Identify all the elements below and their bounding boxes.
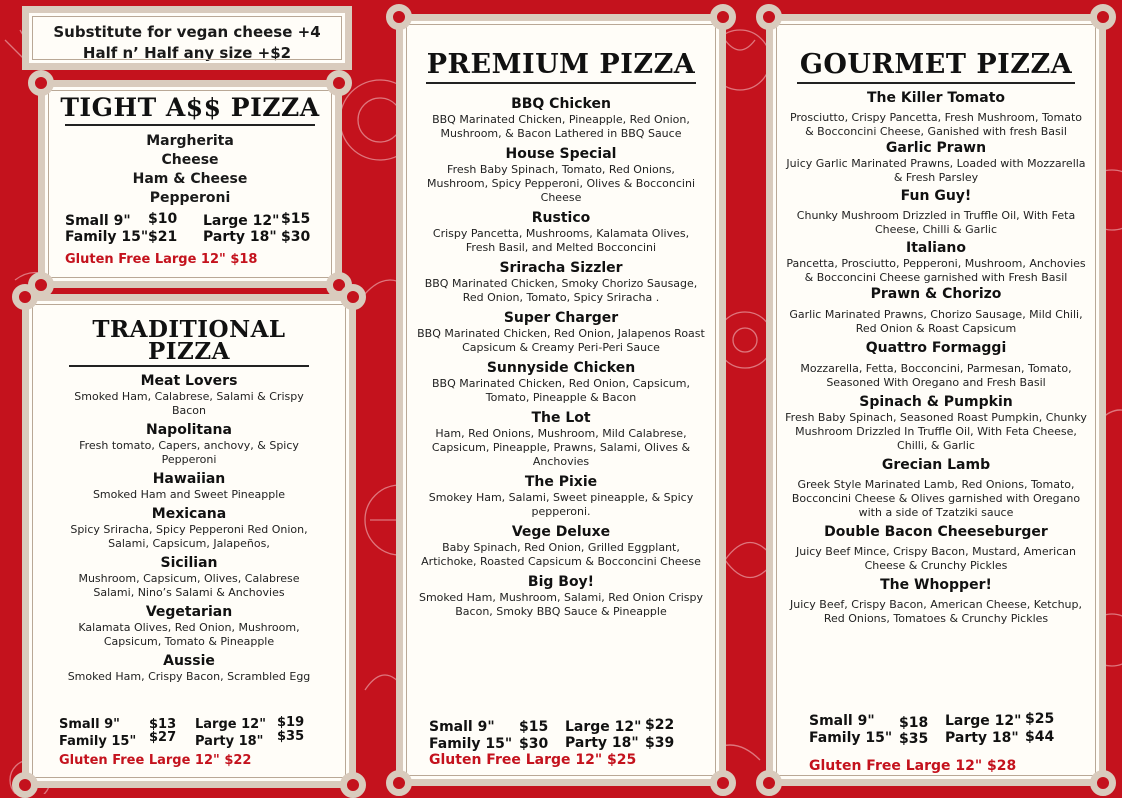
item-name: Aussie [163, 653, 215, 669]
item-description: Smoked Ham, Calabrese, Salami & Crispy Bacon [74, 390, 304, 417]
item-name: Sriracha Sizzler [499, 260, 623, 276]
price-label-small: Small 9" [65, 213, 131, 229]
item-description: BBQ Marinated Chicken, Pineapple, Red Onion, Mushroom, & Bacon Lathered in BBQ Sauce [432, 113, 690, 140]
gourmet-pizza-title: GOURMET PIZZA [799, 49, 1073, 80]
premium-pizza-panel [396, 14, 726, 786]
item-description: Baby Spinach, Red Onion, Grilled Eggplant, Artichoke, Roasted Capsicum & Bocconcini Cheese [421, 541, 701, 568]
item-description: Juicy Garlic Marinated Prawns, Loaded with Mozzarella & Fresh Parsley [786, 157, 1086, 184]
price-value-small: $10 [148, 211, 178, 227]
item-description: Crispy Pancetta, Mushrooms, Kalamata Olives, Fresh Basil, and Melted Bocconcini [432, 227, 690, 254]
item-description: Fresh Baby Spinach, Seasoned Roast Pumpkin, Chunky Mushroom Drizzled In Truffle Oil, With Feta Cheese, Chilli, & Garlic [785, 411, 1087, 452]
price-label-family: Family 15" [65, 229, 149, 245]
menu-item [59, 422, 319, 467]
gourmet-price-grid [809, 713, 1089, 749]
item-name: Rustico [531, 210, 591, 226]
menu-item [59, 471, 319, 502]
title-underline [426, 82, 696, 84]
price-value-large: $22 [645, 717, 675, 733]
tight-pizza-title: TIGHT A$$ PIZZA [60, 93, 320, 122]
notice-line-vegan: Substitute for vegan cheese +4 [53, 23, 321, 41]
item-name: Italiano [906, 240, 966, 256]
corner-notch [756, 770, 782, 796]
menu-item [417, 96, 705, 141]
menu-item [417, 260, 705, 305]
menu-item [59, 506, 319, 551]
title-underline [65, 124, 315, 126]
corner-notch [340, 772, 366, 798]
item-name: Garlic Prawn [885, 140, 987, 156]
item-name: The Lot [531, 410, 591, 426]
price-value-party: $39 [645, 735, 675, 751]
gluten-free-price: Gluten Free Large 12" $25 [429, 752, 637, 768]
gourmet-pizza-panel [766, 14, 1106, 786]
corner-notch [1090, 4, 1116, 30]
menu-item [785, 188, 1087, 237]
gluten-free-price: Gluten Free Large 12" $28 [809, 758, 1017, 774]
item-description: Chunky Mushroom Drizzled in Truffle Oil, With Feta Cheese, Chilli & Garlic [796, 209, 1076, 236]
corner-notch [1090, 770, 1116, 796]
menu-item [59, 653, 319, 684]
item-name: The Whopper! [880, 577, 992, 593]
price-label-small: Small 9" [429, 719, 495, 735]
item-name: Spinach & Pumpkin [859, 394, 1013, 410]
menu-item [417, 574, 705, 619]
item-description: Mozzarella, Fetta, Bocconcini, Parmesan, Tomato, Seasoned With Oregano and Fresh Basil [800, 362, 1072, 389]
title-underline [69, 365, 309, 367]
price-value-party: $35 [277, 729, 305, 744]
item-description: Juicy Beef Mince, Crispy Bacon, Mustard, American Cheese & Crunchy Pickles [795, 545, 1076, 572]
item-description: Smoked Ham, Mushroom, Salami, Red Onion Crispy Bacon, Smoky BBQ Sauce & Pineapple [418, 591, 704, 618]
item-description: Mushroom, Capsicum, Olives, Calabrese Salami, Nino’s Salami & Anchovies [78, 572, 300, 599]
traditional-title-line1: TRADITIONAL [92, 316, 286, 343]
traditional-pizza-panel [22, 294, 356, 788]
item-description: Kalamata Olives, Red Onion, Mushroom, Capsicum, Tomato & Pineapple [78, 621, 300, 648]
menu-item [59, 604, 319, 649]
price-label-family: Family 15" [429, 736, 513, 752]
item-description: Juicy Beef, Crispy Bacon, American Cheese, Ketchup, Red Onions, Tomatoes & Crunchy Pickles [789, 598, 1083, 625]
item-name: The Pixie [524, 474, 598, 490]
price-label-party: Party 18" [945, 730, 1019, 746]
price-value-party: $30 [281, 229, 311, 245]
menu-item [785, 457, 1087, 520]
price-label-party: Party 18" [565, 735, 639, 751]
traditional-price-grid [59, 717, 329, 753]
item-name: Hawaiian [152, 471, 226, 487]
price-label-family: Family 15" [59, 734, 137, 749]
price-label-party: Party 18" [195, 734, 264, 749]
title-underline [797, 82, 1075, 84]
price-label-small: Small 9" [809, 713, 875, 729]
item-description: Smoked Ham and Sweet Pineapple [92, 488, 286, 501]
item-name: Vege Deluxe [511, 524, 611, 540]
item-name: BBQ Chicken [511, 96, 611, 112]
item-description: BBQ Marinated Chicken, Smoky Chorizo Sausage, Red Onion, Tomato, Spicy Sriracha . [424, 277, 698, 304]
price-value-large: $15 [281, 211, 311, 227]
corner-notch [710, 4, 736, 30]
corner-notch [710, 770, 736, 796]
notice-line-half: Half n’ Half any size +$2 [82, 44, 292, 62]
menu-item [59, 373, 319, 418]
menu-item [417, 474, 705, 519]
corner-notch [340, 284, 366, 310]
price-label-family: Family 15" [809, 730, 893, 746]
item-description: Smokey Ham, Salami, Sweet pineapple, & Spicy pepperoni. [428, 491, 694, 518]
menu-item [417, 360, 705, 405]
price-label-large: Large 12" [195, 717, 266, 732]
item-name: Fun Guy! [900, 188, 972, 204]
menu-item [417, 524, 705, 569]
price-label-small: Small 9" [59, 717, 120, 732]
item-description: Fresh tomato, Capers, anchovy, & Spicy Pepperoni [79, 439, 299, 466]
price-value-family: $21 [148, 229, 178, 245]
price-value-large: $19 [277, 715, 305, 730]
corner-notch [28, 70, 54, 96]
item-name: The Killer Tomato [866, 90, 1006, 106]
corner-notch [326, 70, 352, 96]
price-value-small: $18 [899, 715, 929, 731]
corner-notch [386, 4, 412, 30]
menu-item [785, 240, 1087, 285]
gourmet-menu-list [773, 90, 1099, 626]
price-value-family: $30 [519, 736, 549, 752]
gluten-free-price: Gluten Free Large 12" $18 [65, 252, 258, 267]
menu-item [59, 555, 319, 600]
item-name: Sicilian [160, 555, 218, 571]
tight-pizza-panel [38, 80, 342, 288]
item-name: Big Boy! [527, 574, 595, 590]
item-description: Fresh Baby Spinach, Tomato, Red Onions, Mushroom, Spicy Pepperoni, Olives & Bocconcini Cheese [426, 163, 696, 204]
menu-item [785, 90, 1087, 139]
item-description: Garlic Marinated Prawns, Chorizo Sausage, Mild Chili, Red Onion & Roast Capsicum [789, 308, 1083, 335]
item-description: BBQ Marinated Chicken, Red Onion, Jalapenos Roast Capsicum & Creamy Peri-Peri Sauce [417, 327, 705, 354]
item-description: BBQ Marinated Chicken, Red Onion, Capsicum, Tomato, Pineapple & Bacon [432, 377, 690, 404]
menu-item [785, 140, 1087, 185]
item-name: Prawn & Chorizo [870, 286, 1002, 302]
price-value-family: $27 [149, 730, 177, 745]
item-name: Mexicana [151, 506, 227, 522]
traditional-title-line2: PIZZA [148, 338, 230, 365]
menu-item [785, 524, 1087, 573]
tight-pizza-list [45, 132, 335, 208]
item-description: Smoked Ham, Crispy Bacon, Scrambled Egg [67, 670, 311, 683]
menu-item [785, 286, 1087, 336]
item-description: Spicy Sriracha, Spicy Pepperoni Red Onion, Salami, Capsicum, Jalapeños, [70, 523, 308, 550]
list-item: Margherita [146, 133, 234, 149]
price-label-large: Large 12" [203, 213, 280, 229]
premium-pizza-title: PREMIUM PIZZA [426, 49, 696, 80]
item-name: Quattro Formaggi [865, 340, 1007, 356]
list-item: Pepperoni [149, 190, 231, 206]
notice-panel [22, 6, 352, 70]
list-item: Cheese [161, 152, 219, 168]
menu-item [785, 340, 1087, 390]
item-description: Pancetta, Prosciutto, Pepperoni, Mushroom, Anchovies & Bocconcini Cheese garnished with Fresh Basil [786, 257, 1086, 284]
corner-notch [756, 4, 782, 30]
price-label-party: Party 18" [203, 229, 277, 245]
menu-item [417, 210, 705, 255]
menu-item [417, 410, 705, 469]
menu-item [417, 310, 705, 355]
premium-price-grid [429, 719, 709, 755]
item-description: Greek Style Marinated Lamb, Red Onions, Tomato, Bocconcini Cheese & Olives garnished with Oregano with a side of Tzatziki sauce [791, 478, 1081, 519]
item-name: Napolitana [146, 422, 232, 438]
list-item: Ham & Cheese [132, 171, 248, 187]
traditional-menu-list [29, 373, 349, 684]
price-value-party: $44 [1025, 729, 1055, 745]
item-name: Double Bacon Cheeseburger [824, 524, 1048, 540]
price-value-family: $35 [899, 731, 929, 747]
menu-item [785, 577, 1087, 626]
menu-item [417, 146, 705, 205]
gluten-free-price: Gluten Free Large 12" $22 [59, 753, 252, 768]
premium-menu-list [403, 96, 719, 619]
menu-item [785, 394, 1087, 453]
corner-notch [12, 284, 38, 310]
corner-notch [386, 770, 412, 796]
item-name: Super Charger [503, 310, 619, 326]
price-label-large: Large 12" [945, 713, 1022, 729]
price-label-large: Large 12" [565, 719, 642, 735]
item-name: Sunnyside Chicken [486, 360, 636, 376]
item-description: Ham, Red Onions, Mushroom, Mild Calabrese, Capsicum, Pineapple, Prawns, Salami, Olives & Anchovies [431, 427, 691, 468]
item-name: Meat Lovers [140, 373, 238, 389]
tight-price-grid [65, 213, 325, 253]
corner-notch [12, 772, 38, 798]
item-name: Vegetarian [145, 604, 233, 620]
item-name: Grecian Lamb [881, 457, 991, 473]
item-name: House Special [505, 146, 617, 162]
price-value-small: $15 [519, 719, 549, 735]
price-value-small: $13 [149, 717, 177, 732]
price-value-large: $25 [1025, 711, 1055, 727]
item-description: Prosciutto, Crispy Pancetta, Fresh Mushroom, Tomato & Bocconcini Cheese, Ganished with fresh Basil [789, 111, 1083, 138]
